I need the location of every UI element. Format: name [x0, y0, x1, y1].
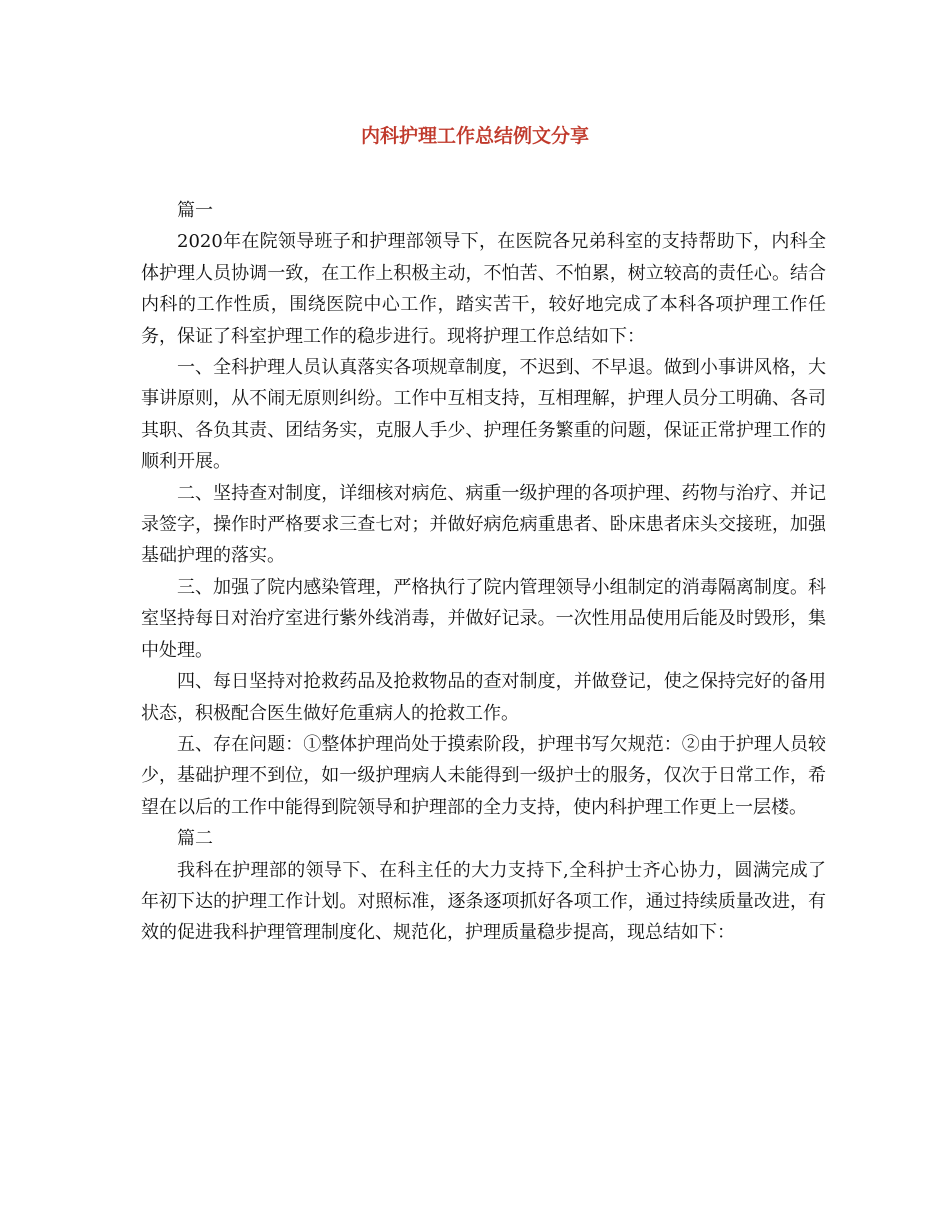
section-label-1: 篇一 [177, 200, 213, 221]
paragraph-point-2: 二、坚持查对制度，详细核对病危、病重一级护理的各项护理、药物与治疗、并记录签字，操作时严格要求三查七对；并做好病危病重患者、卧床患者床头交接班，加强基础护理的落实。 [141, 482, 826, 567]
paragraph-intro: 2020年在院领导班子和护理部领导下，在医院各兄弟科室的支持帮助下，内科全体护理人员协调一致，在工作上积极主动，不怕苦、不怕累，树立较高的责任心。结合内科的工作性质，围绕医院中心工作，踏实苦干，较好地完成了本科各项护理工作任务，保证了科室护理工作的稳步进行。现将护理工作总结如下： [141, 231, 826, 347]
document-body [141, 195, 826, 949]
section-label-2: 篇二 [177, 828, 213, 850]
paragraph-point-3: 三、加强了院内感染管理，严格执行了院内管理领导小组制定的消毒隔离制度。科室坚持每日对治疗室进行紫外线消毒，并做好记录。一次性用品使用后能及时毁形，集中处理。 [141, 576, 826, 661]
paragraph-point-5: 五、存在问题：①整体护理尚处于摸索阶段，护理书写欠规范：②由于护理人员较少，基础护理不到位，如一级护理病人未能得到一级护士的服务，仅次于日常工作，希望在以后的工作中能得到院领导和护理部的全力支持，使内科护理工作更上一层楼。 [141, 733, 826, 818]
paragraph-section-2-intro: 我科在护理部的领导下、在科主任的大力支持下,全科护士齐心协力，圆满完成了年初下达的护理工作计划。对照标准，逐条逐项抓好各项工作，通过持续质量改进，有效的促进我科护理管理制度化、规范化，护理质量稳步提高，现总结如下： [141, 859, 826, 944]
document-title: 内科护理工作总结例文分享 [360, 125, 589, 147]
paragraph-point-1: 一、全科护理人员认真落实各项规章制度，不迟到、不早退。做到小事讲风格，大事讲原则，从不闹无原则纠纷。工作中互相支持，互相理解，护理人员分工明确、各司其职、各负其责、团结务实，克服人手少、护理任务繁重的问题，保证正常护理工作的顺利开展。 [141, 357, 826, 473]
paragraph-point-4: 四、每日坚持对抢救药品及抢救物品的查对制度，并做登记，使之保持完好的备用状态，积极配合医生做好危重病人的抢救工作。 [141, 671, 826, 724]
